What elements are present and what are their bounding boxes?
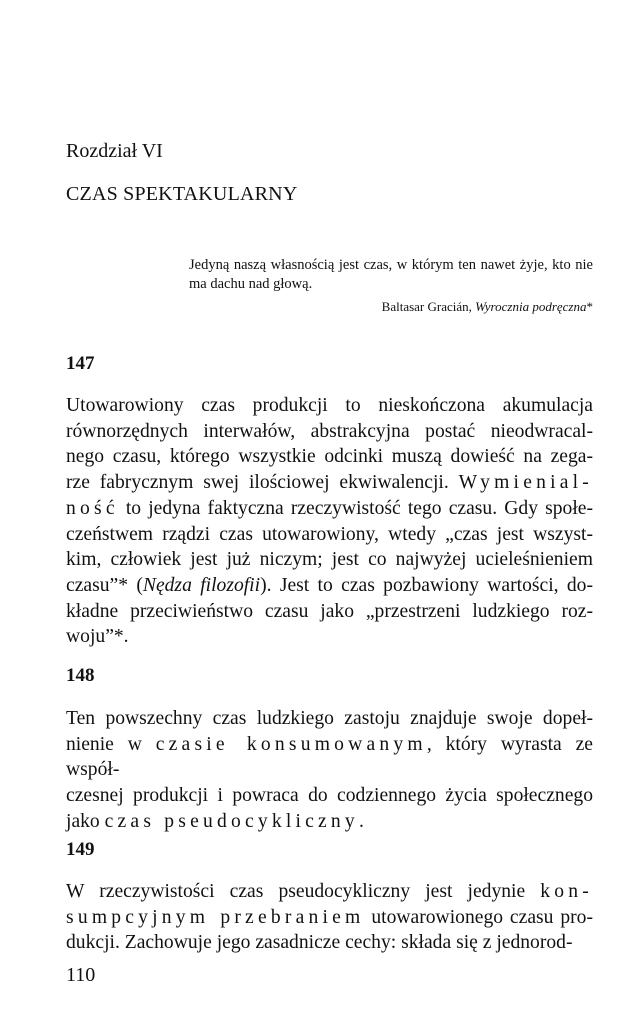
- line-text: nienie w: [66, 733, 156, 755]
- line-text: czasu”* (: [66, 574, 143, 596]
- emphasis-spaced: czas pseudocykliczny: [104, 810, 359, 832]
- paragraph-line: [66, 809, 593, 835]
- chapter-title: CZAS SPEKTAKULARNY: [66, 183, 298, 205]
- epigraph-footnote-mark: *: [586, 299, 593, 314]
- line-text: , który wyrasta ze współ-: [66, 733, 594, 781]
- section-number: 148: [66, 665, 95, 686]
- paragraph-line: [66, 444, 593, 470]
- epigraph-author: Baltasar Gracián,: [381, 299, 476, 314]
- line-text: W rzeczywistości czas pseudocykliczny jest jedynie: [66, 881, 541, 902]
- epigraph-source: [189, 298, 593, 315]
- line-text: równorzędnych interwałów, abstrakcyjna postać nieodwracal-: [66, 420, 593, 442]
- paragraph-line: [66, 393, 593, 419]
- page-number: 110: [66, 964, 96, 986]
- line-text: kim, człowiek jest już niczym; jest co najwyżej ucieleśnieniem: [66, 549, 593, 571]
- paragraph-line: [66, 470, 593, 496]
- section-number: 149: [66, 839, 95, 860]
- paragraph-line: [66, 624, 593, 650]
- paragraph-line: [66, 706, 593, 732]
- line-text: utowarowionego czasu pro-: [364, 906, 593, 928]
- emphasis-spaced: Wymienial-: [458, 472, 593, 494]
- paragraph-line: [66, 522, 593, 548]
- line-text: jako: [66, 810, 105, 832]
- line-text: to jedyna faktyczna rzeczywistość tego czasu. Gdy społe-: [118, 497, 593, 519]
- paragraph-line: [66, 547, 593, 573]
- line-text: ). Jest to czas pozbawiony wartości, do-: [260, 574, 594, 596]
- epigraph-work: Wyrocznia podręczna: [475, 299, 587, 314]
- line-text: woju”*.: [66, 626, 129, 648]
- section-paragraph: [66, 879, 593, 956]
- paragraph-line: [66, 905, 593, 931]
- section-number: 147: [66, 353, 95, 374]
- line-text: kładne przeciwieństwo czasu jako „przestrzeni ludzkiego roz-: [66, 600, 593, 622]
- line-text: .: [358, 810, 364, 832]
- line-text: Utowarowiony czas produkcji to nieskończona akumulacja: [66, 395, 593, 416]
- line-text: czeństwem rządzi czas utowarowiony, wtedy „czas jest wszyst-: [66, 523, 593, 545]
- paragraph-line: [66, 732, 593, 783]
- chapter-label: Rozdział VI: [66, 140, 163, 162]
- paragraph-line: [66, 930, 593, 956]
- section-paragraph: [66, 393, 593, 650]
- epigraph: [189, 256, 593, 315]
- paragraph-line: [66, 783, 593, 809]
- emphasis-spaced: czasie konsumowanym: [155, 733, 427, 755]
- paragraph-line: [66, 599, 593, 625]
- line-text: Ten powszechny czas ludzkiego zastoju znajduje swoje dopeł-: [66, 708, 593, 729]
- paragraph-line: [66, 573, 593, 599]
- book-title: Nędza filozofii: [142, 574, 261, 596]
- emphasis-spaced: kon-: [540, 881, 593, 902]
- paragraph-line: [66, 419, 593, 445]
- paragraph-line: [66, 496, 593, 522]
- line-text: nego czasu, którego wszystkie odcinki muszą dowieść na zega-: [66, 446, 593, 468]
- epigraph-quote: Jedyną naszą własnością jest czas, w którym ten nawet żyje, kto nie ma dachu nad głową.: [189, 257, 593, 292]
- line-text: dukcji. Zachowuje jego zasadnicze cechy: składa się z jednorod-: [66, 932, 573, 954]
- emphasis-spaced: ność: [66, 497, 119, 519]
- section-paragraph: [66, 706, 593, 835]
- line-text: rze fabrycznym swej ilościowej ekwiwalencji.: [66, 472, 459, 494]
- emphasis-spaced: sumpcyjnym przebraniem: [66, 906, 365, 928]
- paragraph-line: [66, 879, 593, 905]
- line-text: czesnej produkcji i powraca do codziennego życia społecznego: [66, 785, 593, 807]
